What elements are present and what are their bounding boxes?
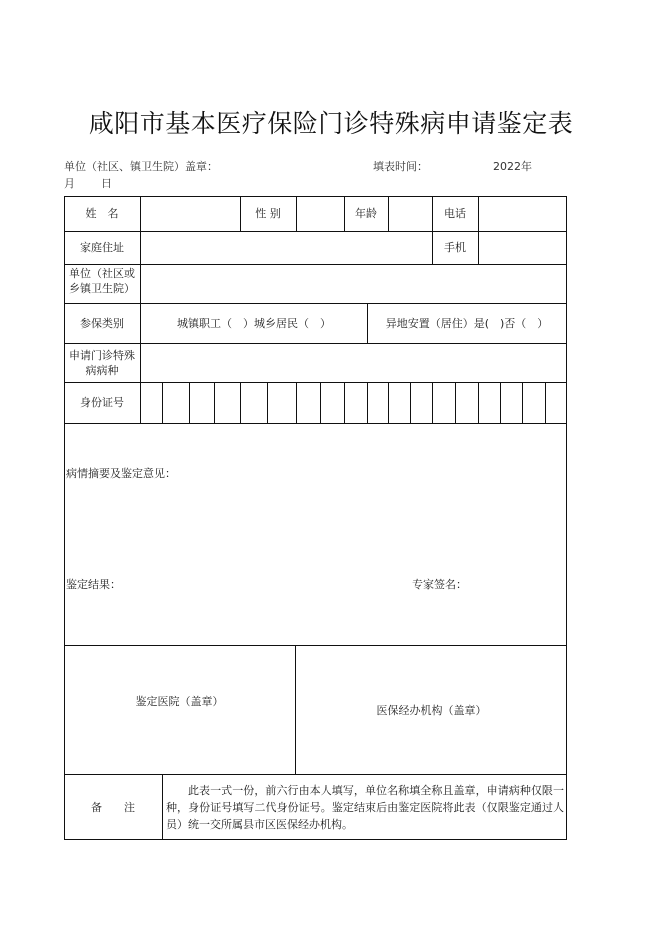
remarks-label: 备 注 bbox=[91, 801, 135, 814]
fill-day: 日 bbox=[101, 177, 112, 190]
address-field[interactable] bbox=[141, 231, 432, 264]
id-digit-divider bbox=[267, 382, 268, 423]
id-digit-divider bbox=[344, 382, 345, 423]
id-digit-divider bbox=[162, 382, 163, 423]
insurance-type-label: 参保类别 bbox=[80, 316, 124, 330]
col-divider bbox=[162, 774, 163, 840]
row-divider bbox=[64, 423, 567, 424]
relocation-options[interactable]: 异地安置（居住）是( )否（ ） bbox=[385, 316, 549, 330]
disease-field[interactable] bbox=[141, 343, 567, 382]
id-digit-divider bbox=[320, 382, 321, 423]
id-number-label: 身份证号 bbox=[80, 396, 124, 409]
id-digit-divider bbox=[500, 382, 501, 423]
form-title: 咸阳市基本医疗保险门诊特殊病申请鉴定表 bbox=[88, 109, 574, 138]
result-label: 鉴定结果： bbox=[66, 578, 121, 591]
age-field[interactable] bbox=[389, 196, 432, 231]
mobile-label: 手机 bbox=[444, 241, 466, 254]
id-digit-divider bbox=[455, 382, 456, 423]
hospital-seal-label: 鉴定医院（盖章） bbox=[135, 694, 224, 708]
id-digit-divider bbox=[296, 382, 297, 423]
fill-year: 2022年 bbox=[493, 160, 532, 173]
expert-sign-label: 专家签名： bbox=[412, 578, 467, 591]
phone-label: 电话 bbox=[444, 207, 466, 220]
id-digit-divider bbox=[240, 382, 241, 423]
id-digit-divider bbox=[522, 382, 523, 423]
gender-field[interactable] bbox=[297, 196, 344, 231]
unit-field[interactable] bbox=[141, 265, 567, 303]
unit-label: 单位（社区或乡镇卫生院） bbox=[69, 267, 135, 295]
id-digit-divider bbox=[214, 382, 215, 423]
id-digit-divider bbox=[545, 382, 546, 423]
age-label: 年龄 bbox=[355, 207, 377, 220]
mobile-field[interactable] bbox=[479, 231, 567, 264]
unit-seal-label: 单位（社区、镇卫生院）盖章： bbox=[64, 160, 218, 173]
id-digit-divider bbox=[189, 382, 190, 423]
disease-label: 申请门诊特殊病病种 bbox=[69, 348, 135, 377]
id-digit-divider bbox=[410, 382, 411, 423]
phone-field[interactable] bbox=[479, 196, 567, 231]
gender-label: 性 别 bbox=[255, 207, 281, 220]
id-digit-divider bbox=[432, 382, 433, 423]
name-label: 姓 名 bbox=[85, 207, 119, 220]
insurance-type-options[interactable]: 城镇职工（ ）城乡居民（ ） bbox=[177, 316, 331, 330]
agency-seal-label: 医保经办机构（盖章） bbox=[376, 703, 487, 717]
address-label: 家庭住址 bbox=[80, 241, 124, 254]
col-divider bbox=[367, 303, 368, 343]
id-digit-divider bbox=[367, 382, 368, 423]
summary-label: 病情摘要及鉴定意见： bbox=[66, 467, 176, 480]
fill-month: 月 bbox=[64, 177, 75, 190]
remarks-text: 此表一式一份，前六行由本人填写，单位名称填全称且盖章，申请病种仅限一种，身份证号填写二代身份证号。鉴定结束后由鉴定医院将此表（仅限鉴定通过人员）统一交所属县市区医保经办机构。 bbox=[166, 784, 564, 831]
id-digit-divider bbox=[478, 382, 479, 423]
name-field[interactable] bbox=[141, 196, 240, 231]
fill-time-label: 填表时间： bbox=[373, 160, 428, 173]
id-digit-divider bbox=[388, 382, 389, 423]
